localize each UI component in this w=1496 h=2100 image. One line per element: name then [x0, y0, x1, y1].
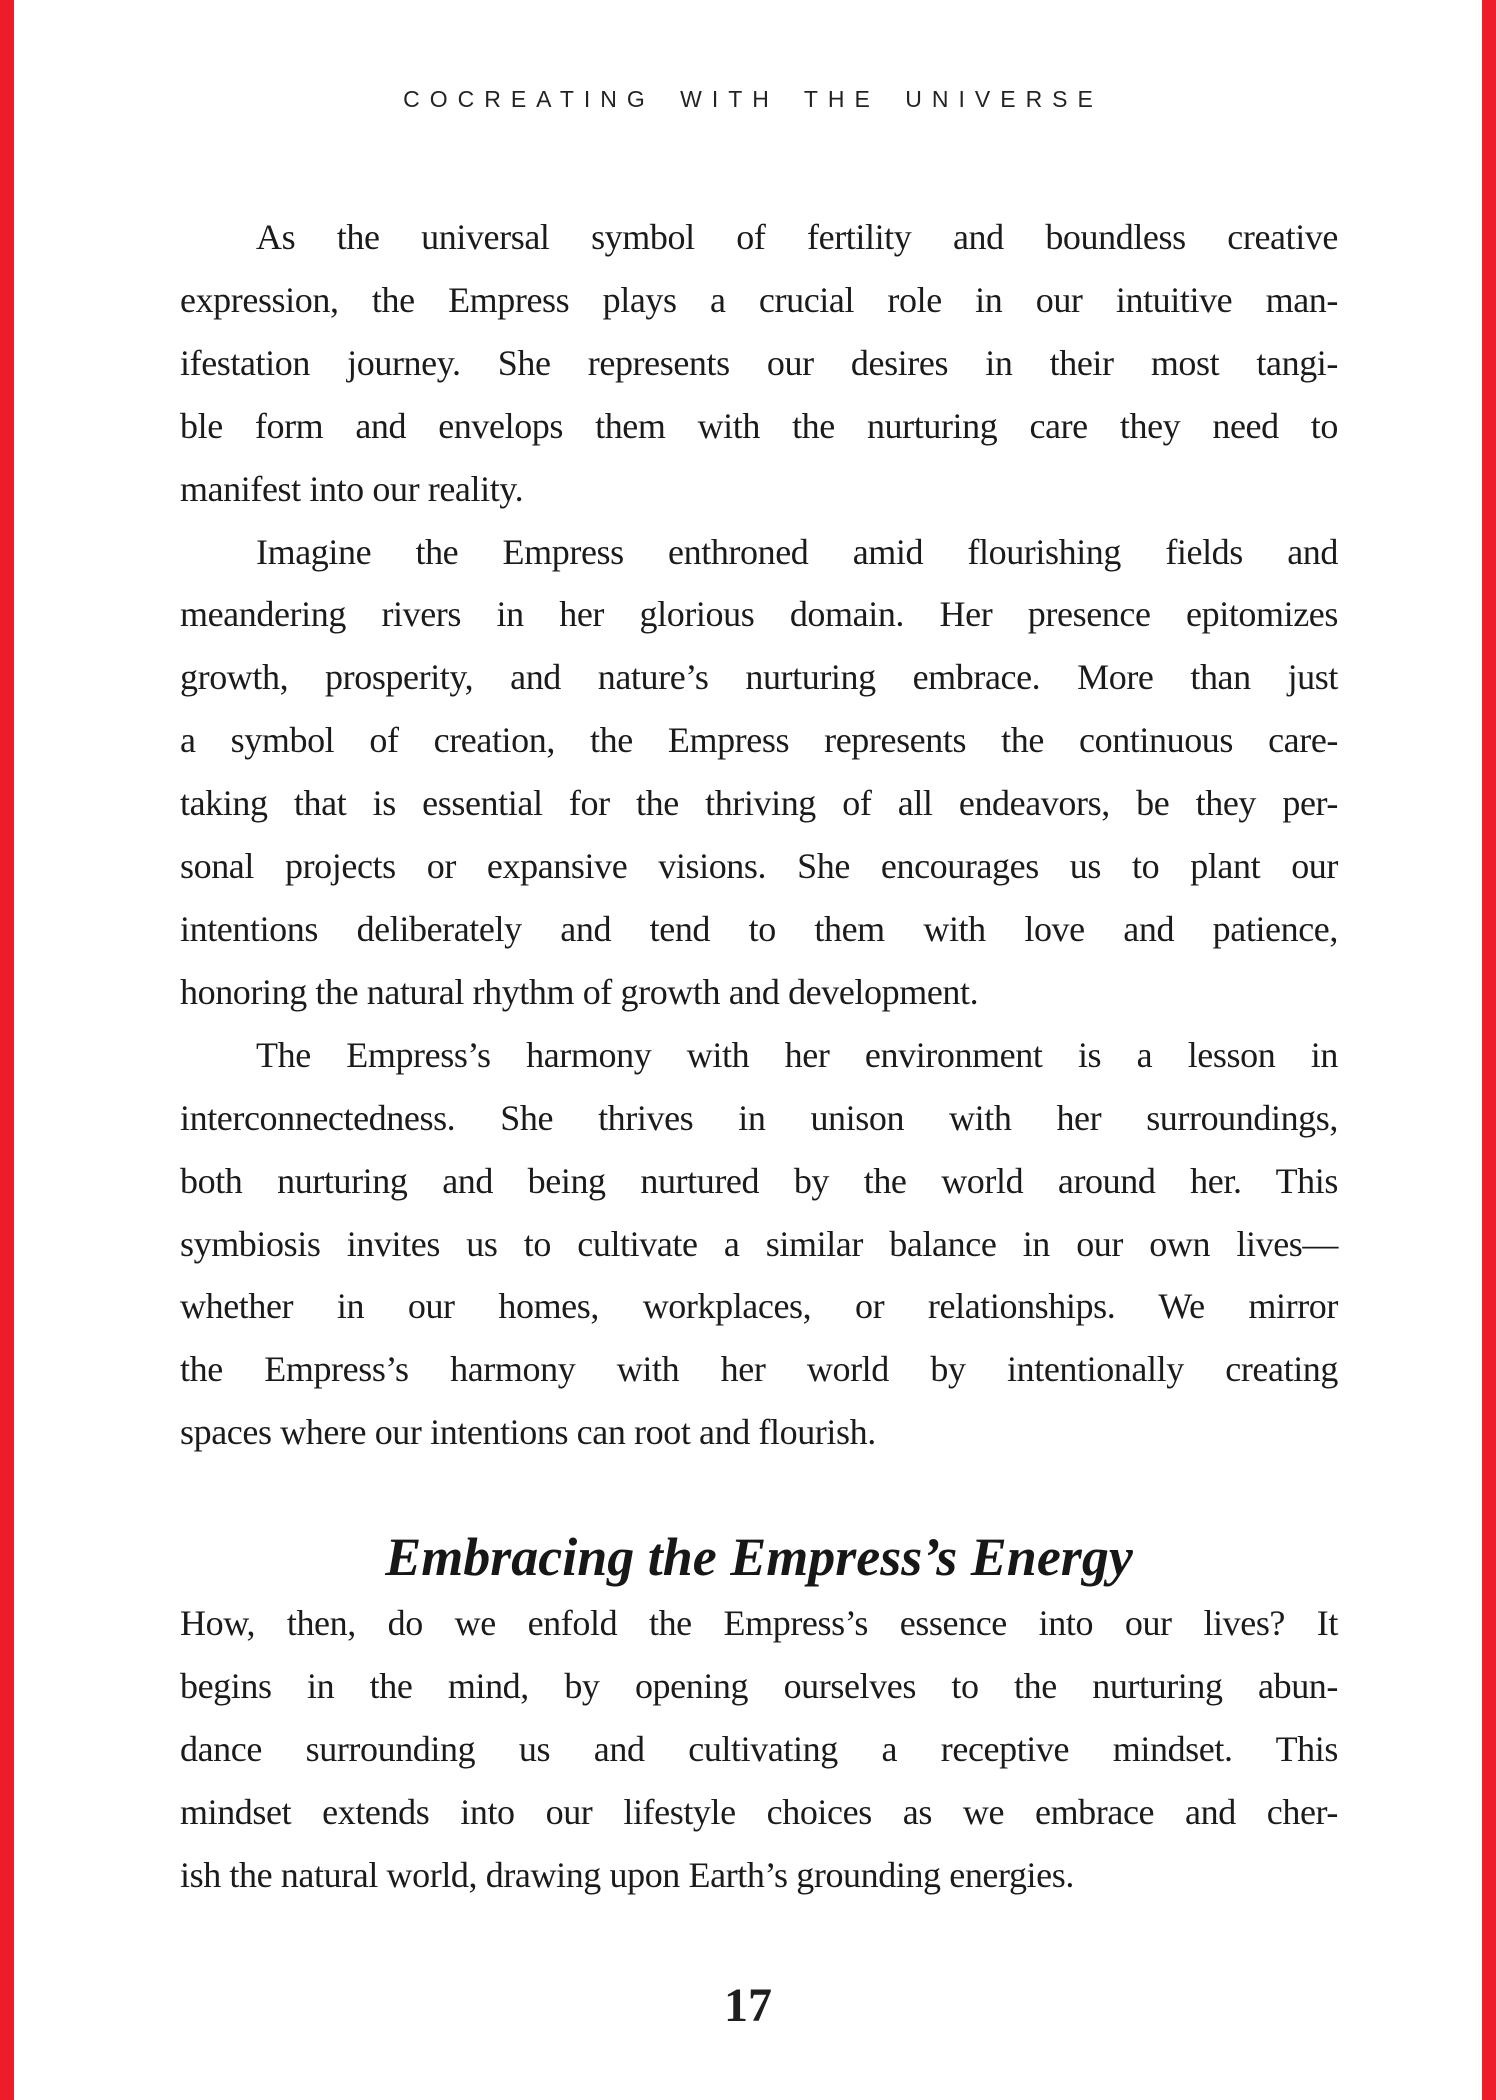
- body-text: [180, 206, 1338, 1907]
- text-line: interconnectedness. She thrives in unison with her surroundings,: [180, 1097, 1338, 1138]
- text-line: a symbol of creation, the Empress represents the continuous care-: [180, 720, 1338, 761]
- text-line: ifestation journey. She represents our desires in their most tangi-: [180, 342, 1338, 383]
- paragraph: [180, 521, 1338, 1024]
- text-line: manifest into our reality.: [180, 468, 524, 509]
- text-line: dance surrounding us and cultivating a receptive mindset. This: [180, 1728, 1338, 1769]
- text-line: the Empress’s harmony with her world by intentionally creating: [180, 1349, 1338, 1390]
- text-line: ish the natural world, drawing upon Earth’s grounding energies.: [180, 1854, 1074, 1895]
- text-line: honoring the natural rhythm of growth and development.: [180, 971, 979, 1012]
- text-line: As the universal symbol of fertility and boundless creative: [256, 217, 1338, 257]
- section-heading: Embracing the Empress’s Energy: [385, 1527, 1133, 1588]
- paragraph: [180, 1592, 1338, 1907]
- text-line: ble form and envelops them with the nurturing care they need to: [180, 405, 1338, 446]
- text-line: meandering rivers in her glorious domain. Her presence epitomizes: [180, 594, 1338, 635]
- paragraph: [180, 1024, 1338, 1464]
- running-header: COCREATING WITH THE UNIVERSE: [403, 86, 1103, 112]
- text-line: spaces where our intentions can root and flourish.: [180, 1412, 876, 1453]
- page-edge-left-bar: [0, 0, 14, 2100]
- text-line: expression, the Empress plays a crucial role in our intuitive man-: [180, 279, 1338, 320]
- page-edge-right-bar: [1482, 0, 1496, 2100]
- text-line: whether in our homes, workplaces, or relationships. We mirror: [180, 1286, 1338, 1327]
- text-line: The Empress’s harmony with her environment is a lesson in: [256, 1034, 1338, 1075]
- paragraph: [180, 206, 1338, 521]
- text-line: mindset extends into our lifestyle choices as we embrace and cher-: [180, 1791, 1338, 1832]
- text-line: growth, prosperity, and nature’s nurturing embrace. More than just: [180, 657, 1338, 698]
- text-line: intentions deliberately and tend to them with love and patience,: [180, 908, 1338, 949]
- text-line: How, then, do we enfold the Empress’s essence into our lives? It: [180, 1603, 1338, 1644]
- page-number: 17: [724, 1979, 772, 2032]
- text-line: sonal projects or expansive visions. She encourages us to plant our: [180, 846, 1338, 887]
- text-line: taking that is essential for the thriving of all endeavors, be they per-: [180, 783, 1338, 824]
- text-line: symbiosis invites us to cultivate a similar balance in our own lives—: [180, 1223, 1338, 1264]
- text-line: both nurturing and being nurtured by the world around her. This: [180, 1160, 1338, 1201]
- text-line: Imagine the Empress enthroned amid flourishing fields and: [256, 531, 1338, 572]
- text-line: begins in the mind, by opening ourselves to the nurturing abun-: [180, 1666, 1338, 1707]
